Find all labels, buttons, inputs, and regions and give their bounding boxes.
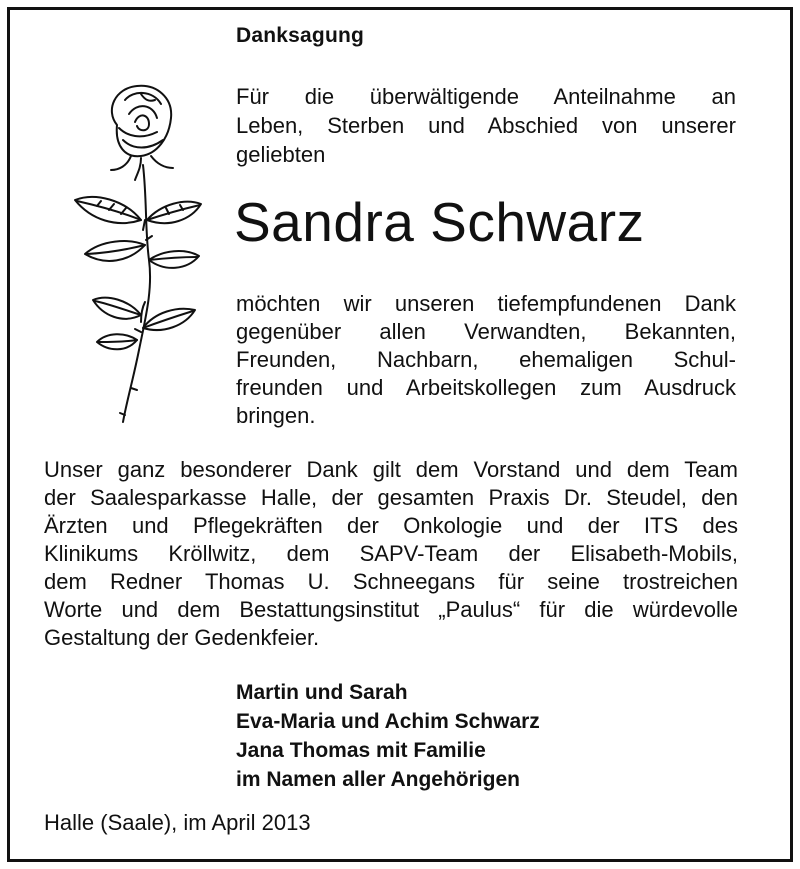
intro-line: Für die überwältigende Anteilnahme an xyxy=(236,84,736,109)
thanks-line: möchten wir unseren tiefempfundenen Dank xyxy=(236,291,736,316)
special-thanks-line: Worte und dem Bestattungsinstitut „Paulus“ für die würdevolle xyxy=(44,597,738,622)
special-thanks-paragraph xyxy=(44,456,738,652)
intro-line: Leben, Sterben und Abschied von unserer xyxy=(236,113,736,138)
special-thanks-line: Klinikums Kröllwitz, dem SAPV-Team der Elisabeth-Mobils, xyxy=(44,541,738,566)
special-thanks-line: Ärzten und Pflegekräften der Onkologie und der ITS des xyxy=(44,513,738,538)
thanks-line: freunden und Arbeitskollegen zum Ausdruck xyxy=(236,375,736,400)
special-thanks-line: Gestaltung der Gedenkfeier. xyxy=(44,625,320,650)
thanks-line: bringen. xyxy=(236,403,316,428)
notice-heading: Danksagung xyxy=(236,24,365,47)
thanks-paragraph xyxy=(236,290,736,430)
signer-line: Jana Thomas mit Familie xyxy=(236,739,486,762)
signer-line: Eva-Maria und Achim Schwarz xyxy=(236,710,540,733)
intro-line: geliebten xyxy=(236,142,326,167)
special-thanks-line: dem Redner Thomas U. Schneegans für seine trostreichen xyxy=(44,569,738,594)
signers-block xyxy=(236,678,540,794)
special-thanks-line: Unser ganz besonderer Dank gilt dem Vorstand und dem Team xyxy=(44,457,738,482)
deceased-name: Sandra Schwarz xyxy=(234,191,645,253)
thanks-line: gegenüber allen Verwandten, Bekannten, xyxy=(236,319,736,344)
rose-icon xyxy=(45,70,215,440)
intro-paragraph xyxy=(236,82,736,169)
place-date: Halle (Saale), im April 2013 xyxy=(44,810,311,835)
special-thanks-line: der Saalesparkasse Halle, der gesamten Praxis Dr. Steudel, den xyxy=(44,485,738,510)
thanks-line: Freunden, Nachbarn, ehemaligen Schul- xyxy=(236,347,736,372)
signer-line: Martin und Sarah xyxy=(236,681,408,704)
signer-line: im Namen aller Angehörigen xyxy=(236,768,520,791)
